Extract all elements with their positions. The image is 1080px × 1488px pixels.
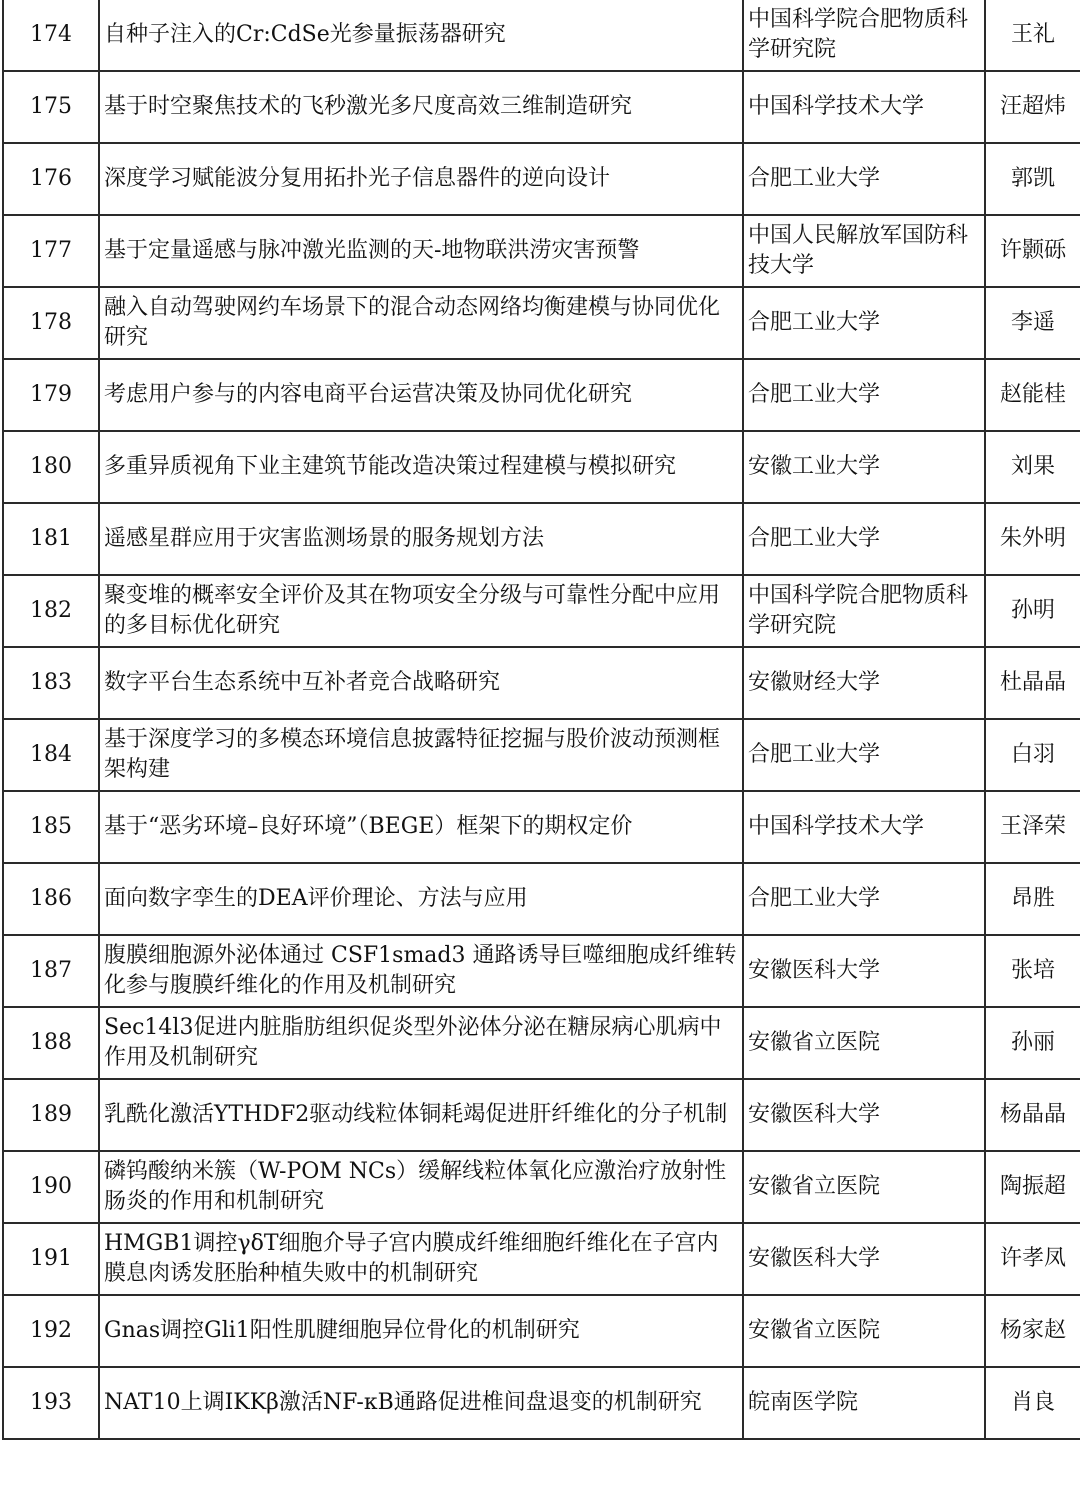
institution: 皖南医学院 [743, 1367, 985, 1439]
institution: 安徽省立医院 [743, 1007, 985, 1079]
table-row [3, 863, 1080, 935]
institution: 合肥工业大学 [743, 719, 985, 791]
project-title: 基于定量遥感与脉冲激光监测的天-地物联洪涝灾害预警 [99, 215, 743, 287]
project-leader: 郭凯 [985, 143, 1080, 215]
institution: 中国科学院合肥物质科学研究院 [743, 0, 985, 71]
row-number: 189 [3, 1079, 99, 1151]
row-number: 176 [3, 143, 99, 215]
project-title: 自种子注入的Cr:CdSe光参量振荡器研究 [99, 0, 743, 71]
table-row [3, 935, 1080, 1007]
project-title: HMGB1调控γδT细胞介导子宫内膜成纤维细胞纤维化在子宫内膜息肉诱发胚胎种植失败中的机制研究 [99, 1223, 743, 1295]
institution: 安徽省立医院 [743, 1151, 985, 1223]
project-title: 面向数字孪生的DEA评价理论、方法与应用 [99, 863, 743, 935]
table-row [3, 575, 1080, 647]
row-number: 181 [3, 503, 99, 575]
project-title: Sec14l3促进内脏脂肪组织促炎型外泌体分泌在糖尿病心肌病中作用及机制研究 [99, 1007, 743, 1079]
row-number: 187 [3, 935, 99, 1007]
project-title: 遥感星群应用于灾害监测场景的服务规划方法 [99, 503, 743, 575]
project-title: 聚变堆的概率安全评价及其在物项安全分级与可靠性分配中应用的多目标优化研究 [99, 575, 743, 647]
institution: 安徽医科大学 [743, 935, 985, 1007]
project-leader: 赵能桂 [985, 359, 1080, 431]
project-leader: 昂胜 [985, 863, 1080, 935]
project-leader: 孙丽 [985, 1007, 1080, 1079]
row-number: 174 [3, 0, 99, 71]
project-title: Gnas调控Gli1阳性肌腱细胞异位骨化的机制研究 [99, 1295, 743, 1367]
table-row [3, 1079, 1080, 1151]
project-leader: 许颢砾 [985, 215, 1080, 287]
project-leader: 杨家赵 [985, 1295, 1080, 1367]
table-row [3, 359, 1080, 431]
institution: 安徽医科大学 [743, 1079, 985, 1151]
project-leader: 汪超炜 [985, 71, 1080, 143]
table-row [3, 503, 1080, 575]
table-row [3, 791, 1080, 863]
institution: 中国科学技术大学 [743, 791, 985, 863]
project-leader: 孙明 [985, 575, 1080, 647]
project-title: 考虑用户参与的内容电商平台运营决策及协同优化研究 [99, 359, 743, 431]
project-title: NAT10上调IKKβ激活NF-κB通路促进椎间盘退变的机制研究 [99, 1367, 743, 1439]
project-title: 基于“恶劣环境–良好环境”（BEGE）框架下的期权定价 [99, 791, 743, 863]
row-number: 180 [3, 431, 99, 503]
row-number: 177 [3, 215, 99, 287]
table-row [3, 719, 1080, 791]
row-number: 175 [3, 71, 99, 143]
project-title: 基于深度学习的多模态环境信息披露特征挖掘与股价波动预测框架构建 [99, 719, 743, 791]
table-row [3, 143, 1080, 215]
project-title: 乳酰化激活YTHDF2驱动线粒体铜耗竭促进肝纤维化的分子机制 [99, 1079, 743, 1151]
project-title: 深度学习赋能波分复用拓扑光子信息器件的逆向设计 [99, 143, 743, 215]
table-row [3, 71, 1080, 143]
project-leader: 刘果 [985, 431, 1080, 503]
project-leader: 朱外明 [985, 503, 1080, 575]
institution: 合肥工业大学 [743, 863, 985, 935]
row-number: 184 [3, 719, 99, 791]
row-number: 191 [3, 1223, 99, 1295]
row-number: 182 [3, 575, 99, 647]
table-row [3, 1367, 1080, 1439]
row-number: 192 [3, 1295, 99, 1367]
project-leader: 肖良 [985, 1367, 1080, 1439]
project-leader: 白羽 [985, 719, 1080, 791]
row-number: 186 [3, 863, 99, 935]
project-title: 多重异质视角下业主建筑节能改造决策过程建模与模拟研究 [99, 431, 743, 503]
table-row [3, 1151, 1080, 1223]
row-number: 190 [3, 1151, 99, 1223]
project-title: 数字平台生态系统中互补者竞合战略研究 [99, 647, 743, 719]
table-row [3, 215, 1080, 287]
institution: 合肥工业大学 [743, 143, 985, 215]
table-row [3, 287, 1080, 359]
table-row [3, 0, 1080, 71]
institution: 中国人民解放军国防科技大学 [743, 215, 985, 287]
institution: 合肥工业大学 [743, 503, 985, 575]
row-number: 179 [3, 359, 99, 431]
row-number: 185 [3, 791, 99, 863]
project-leader: 杜晶晶 [985, 647, 1080, 719]
project-title: 融入自动驾驶网约车场景下的混合动态网络均衡建模与协同优化研究 [99, 287, 743, 359]
project-leader: 王泽荣 [985, 791, 1080, 863]
institution: 安徽省立医院 [743, 1295, 985, 1367]
institution: 中国科学技术大学 [743, 71, 985, 143]
project-table-body [3, 0, 1080, 1439]
row-number: 188 [3, 1007, 99, 1079]
table-row [3, 1007, 1080, 1079]
project-title: 腹膜细胞源外泌体通过 CSF1smad3 通路诱导巨噬细胞成纤维转化参与腹膜纤维化的作用及机制研究 [99, 935, 743, 1007]
project-table [2, 0, 1080, 1440]
table-row [3, 647, 1080, 719]
institution: 安徽工业大学 [743, 431, 985, 503]
table-row [3, 1295, 1080, 1367]
row-number: 183 [3, 647, 99, 719]
row-number: 178 [3, 287, 99, 359]
institution: 中国科学院合肥物质科学研究院 [743, 575, 985, 647]
project-leader: 许孝凤 [985, 1223, 1080, 1295]
institution: 安徽财经大学 [743, 647, 985, 719]
project-leader: 陶振超 [985, 1151, 1080, 1223]
project-leader: 李遥 [985, 287, 1080, 359]
project-leader: 张培 [985, 935, 1080, 1007]
table-row [3, 431, 1080, 503]
project-title: 磷钨酸纳米簇（W-POM NCs）缓解线粒体氧化应激治疗放射性肠炎的作用和机制研究 [99, 1151, 743, 1223]
institution: 合肥工业大学 [743, 287, 985, 359]
project-title: 基于时空聚焦技术的飞秒激光多尺度高效三维制造研究 [99, 71, 743, 143]
row-number: 193 [3, 1367, 99, 1439]
institution: 合肥工业大学 [743, 359, 985, 431]
project-leader: 杨晶晶 [985, 1079, 1080, 1151]
project-leader: 王礼 [985, 0, 1080, 71]
institution: 安徽医科大学 [743, 1223, 985, 1295]
table-row [3, 1223, 1080, 1295]
